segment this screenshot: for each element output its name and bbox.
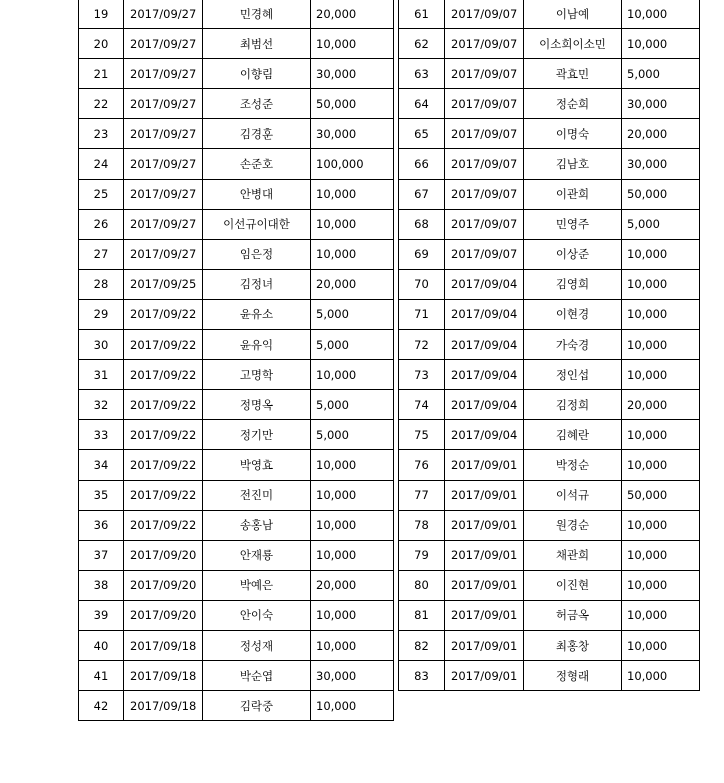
table-row: [399, 480, 700, 510]
donor-name-cell: 이관희: [524, 179, 622, 209]
row-number-cell: 29: [79, 299, 124, 329]
date-cell: 2017/09/22: [124, 450, 203, 480]
table-row: [399, 450, 700, 480]
table-row: [399, 119, 700, 149]
row-number-cell: 19: [79, 0, 124, 29]
row-number-cell: 80: [399, 570, 445, 600]
table-row: [79, 450, 394, 480]
row-number-cell: 30: [79, 330, 124, 360]
date-cell: 2017/09/04: [445, 420, 524, 450]
donor-name-cell: 채관희: [524, 540, 622, 570]
row-number-cell: 77: [399, 480, 445, 510]
date-cell: 2017/09/04: [445, 360, 524, 390]
row-number-cell: 67: [399, 179, 445, 209]
table-row: [399, 269, 700, 299]
table-row: [399, 59, 700, 89]
date-cell: 2017/09/27: [124, 0, 203, 29]
table-row: [399, 360, 700, 390]
amount-cell: 10,000: [311, 480, 394, 510]
row-number-cell: 83: [399, 661, 445, 691]
amount-cell: 10,000: [622, 239, 700, 269]
donor-name-cell: 정기만: [203, 420, 311, 450]
row-number-cell: 37: [79, 540, 124, 570]
donor-name-cell: 김정녀: [203, 269, 311, 299]
donation-table-left: [78, 0, 394, 721]
amount-cell: 10,000: [622, 540, 700, 570]
table-row: [79, 540, 394, 570]
amount-cell: 10,000: [622, 630, 700, 660]
amount-cell: 30,000: [311, 59, 394, 89]
table-row: [79, 179, 394, 209]
row-number-cell: 23: [79, 119, 124, 149]
table-row: [79, 89, 394, 119]
row-number-cell: 25: [79, 179, 124, 209]
donor-name-cell: 이상준: [524, 239, 622, 269]
donor-name-cell: 정명옥: [203, 390, 311, 420]
table-row: [79, 570, 394, 600]
date-cell: 2017/09/07: [445, 89, 524, 119]
table-row: [79, 420, 394, 450]
donor-name-cell: 김혜란: [524, 420, 622, 450]
table-row: [79, 149, 394, 179]
amount-cell: 10,000: [311, 510, 394, 540]
date-cell: 2017/09/01: [445, 570, 524, 600]
row-number-cell: 40: [79, 630, 124, 660]
amount-cell: 30,000: [622, 89, 700, 119]
donor-name-cell: 정순희: [524, 89, 622, 119]
date-cell: 2017/09/01: [445, 600, 524, 630]
amount-cell: 100,000: [311, 149, 394, 179]
table-row: [79, 269, 394, 299]
table-row: [79, 239, 394, 269]
date-cell: 2017/09/04: [445, 269, 524, 299]
row-number-cell: 62: [399, 29, 445, 59]
row-number-cell: 64: [399, 89, 445, 119]
donor-name-cell: 고명학: [203, 360, 311, 390]
amount-cell: 10,000: [622, 600, 700, 630]
donor-name-cell: 안병대: [203, 179, 311, 209]
date-cell: 2017/09/20: [124, 570, 203, 600]
amount-cell: 5,000: [311, 330, 394, 360]
donor-name-cell: 김정희: [524, 390, 622, 420]
donor-name-cell: 정성재: [203, 630, 311, 660]
table-row: [399, 540, 700, 570]
donor-name-cell: 곽효민: [524, 59, 622, 89]
amount-cell: 20,000: [622, 119, 700, 149]
row-number-cell: 69: [399, 239, 445, 269]
donor-name-cell: 조성준: [203, 89, 311, 119]
amount-cell: 30,000: [311, 119, 394, 149]
table-row: [399, 630, 700, 660]
row-number-cell: 35: [79, 480, 124, 510]
date-cell: 2017/09/04: [445, 390, 524, 420]
table-row: [79, 29, 394, 59]
amount-cell: 10,000: [311, 179, 394, 209]
date-cell: 2017/09/07: [445, 209, 524, 239]
donor-name-cell: 이남예: [524, 0, 622, 29]
amount-cell: 5,000: [622, 59, 700, 89]
donor-name-cell: 원경순: [524, 510, 622, 540]
amount-cell: 10,000: [311, 600, 394, 630]
table-row: [399, 510, 700, 540]
date-cell: 2017/09/22: [124, 420, 203, 450]
row-number-cell: 76: [399, 450, 445, 480]
row-number-cell: 74: [399, 390, 445, 420]
row-number-cell: 34: [79, 450, 124, 480]
donor-name-cell: 김락중: [203, 691, 311, 721]
donor-name-cell: 박순엽: [203, 661, 311, 691]
date-cell: 2017/09/04: [445, 299, 524, 329]
donor-name-cell: 민경혜: [203, 0, 311, 29]
amount-cell: 10,000: [311, 360, 394, 390]
amount-cell: 5,000: [311, 420, 394, 450]
table-row: [79, 360, 394, 390]
amount-cell: 20,000: [311, 570, 394, 600]
date-cell: 2017/09/22: [124, 510, 203, 540]
amount-cell: 30,000: [622, 149, 700, 179]
amount-cell: 30,000: [311, 661, 394, 691]
donor-name-cell: 안이숙: [203, 600, 311, 630]
donor-name-cell: 이진현: [524, 570, 622, 600]
table-row: [399, 600, 700, 630]
date-cell: 2017/09/22: [124, 390, 203, 420]
table-row: [399, 330, 700, 360]
amount-cell: 50,000: [311, 89, 394, 119]
amount-cell: 10,000: [311, 29, 394, 59]
date-cell: 2017/09/22: [124, 299, 203, 329]
row-number-cell: 42: [79, 691, 124, 721]
row-number-cell: 79: [399, 540, 445, 570]
date-cell: 2017/09/01: [445, 630, 524, 660]
table-row: [399, 661, 700, 691]
table-row: [399, 299, 700, 329]
table-row: [79, 600, 394, 630]
table-row: [399, 209, 700, 239]
row-number-cell: 31: [79, 360, 124, 390]
row-number-cell: 70: [399, 269, 445, 299]
donor-name-cell: 안재룡: [203, 540, 311, 570]
date-cell: 2017/09/07: [445, 239, 524, 269]
amount-cell: 10,000: [622, 330, 700, 360]
amount-cell: 10,000: [622, 360, 700, 390]
donor-name-cell: 이현경: [524, 299, 622, 329]
amount-cell: 10,000: [311, 691, 394, 721]
row-number-cell: 61: [399, 0, 445, 29]
donor-name-cell: 송홍남: [203, 510, 311, 540]
date-cell: 2017/09/01: [445, 480, 524, 510]
table-row: [399, 0, 700, 29]
table-row: [79, 59, 394, 89]
amount-cell: 20,000: [622, 390, 700, 420]
date-cell: 2017/09/22: [124, 360, 203, 390]
table-row: [79, 209, 394, 239]
date-cell: 2017/09/18: [124, 661, 203, 691]
table-row: [399, 570, 700, 600]
donor-name-cell: 이소희이소민: [524, 29, 622, 59]
row-number-cell: 39: [79, 600, 124, 630]
table-row: [79, 510, 394, 540]
row-number-cell: 66: [399, 149, 445, 179]
amount-cell: 10,000: [622, 0, 700, 29]
date-cell: 2017/09/22: [124, 330, 203, 360]
date-cell: 2017/09/07: [445, 0, 524, 29]
row-number-cell: 26: [79, 209, 124, 239]
donor-name-cell: 정인섭: [524, 360, 622, 390]
donor-name-cell: 윤유소: [203, 299, 311, 329]
donor-name-cell: 전진미: [203, 480, 311, 510]
table-row: [79, 0, 394, 29]
amount-cell: 20,000: [311, 0, 394, 29]
amount-cell: 20,000: [311, 269, 394, 299]
date-cell: 2017/09/27: [124, 29, 203, 59]
donor-name-cell: 김경훈: [203, 119, 311, 149]
amount-cell: 10,000: [622, 299, 700, 329]
amount-cell: 10,000: [311, 239, 394, 269]
donor-name-cell: 임은정: [203, 239, 311, 269]
date-cell: 2017/09/07: [445, 149, 524, 179]
row-number-cell: 33: [79, 420, 124, 450]
amount-cell: 10,000: [622, 450, 700, 480]
amount-cell: 10,000: [622, 661, 700, 691]
date-cell: 2017/09/27: [124, 89, 203, 119]
amount-cell: 10,000: [622, 570, 700, 600]
date-cell: 2017/09/07: [445, 119, 524, 149]
row-number-cell: 73: [399, 360, 445, 390]
row-number-cell: 24: [79, 149, 124, 179]
row-number-cell: 36: [79, 510, 124, 540]
table-row: [79, 480, 394, 510]
row-number-cell: 22: [79, 89, 124, 119]
amount-cell: 10,000: [311, 450, 394, 480]
donor-name-cell: 박영효: [203, 450, 311, 480]
amount-cell: 50,000: [622, 179, 700, 209]
row-number-cell: 38: [79, 570, 124, 600]
amount-cell: 10,000: [622, 420, 700, 450]
row-number-cell: 75: [399, 420, 445, 450]
amount-cell: 5,000: [311, 390, 394, 420]
table-row: [399, 420, 700, 450]
table-row: [79, 691, 394, 721]
table-row: [79, 390, 394, 420]
table-row: [399, 149, 700, 179]
date-cell: 2017/09/20: [124, 600, 203, 630]
date-cell: 2017/09/07: [445, 29, 524, 59]
donor-name-cell: 최홍창: [524, 630, 622, 660]
donor-name-cell: 박정순: [524, 450, 622, 480]
table-row: [399, 390, 700, 420]
row-number-cell: 82: [399, 630, 445, 660]
date-cell: 2017/09/25: [124, 269, 203, 299]
date-cell: 2017/09/27: [124, 119, 203, 149]
row-number-cell: 68: [399, 209, 445, 239]
table-row: [79, 661, 394, 691]
donor-name-cell: 이향림: [203, 59, 311, 89]
date-cell: 2017/09/27: [124, 179, 203, 209]
amount-cell: 10,000: [622, 269, 700, 299]
row-number-cell: 81: [399, 600, 445, 630]
table-row: [399, 89, 700, 119]
amount-cell: 10,000: [622, 510, 700, 540]
table-row: [79, 630, 394, 660]
date-cell: 2017/09/01: [445, 540, 524, 570]
amount-cell: 5,000: [311, 299, 394, 329]
date-cell: 2017/09/27: [124, 239, 203, 269]
table-row: [79, 299, 394, 329]
row-number-cell: 65: [399, 119, 445, 149]
amount-cell: 50,000: [622, 480, 700, 510]
amount-cell: 10,000: [622, 29, 700, 59]
row-number-cell: 32: [79, 390, 124, 420]
date-cell: 2017/09/07: [445, 179, 524, 209]
date-cell: 2017/09/27: [124, 209, 203, 239]
date-cell: 2017/09/27: [124, 149, 203, 179]
date-cell: 2017/09/01: [445, 450, 524, 480]
row-number-cell: 27: [79, 239, 124, 269]
date-cell: 2017/09/18: [124, 630, 203, 660]
amount-cell: 5,000: [622, 209, 700, 239]
donor-name-cell: 이명숙: [524, 119, 622, 149]
donor-name-cell: 민영주: [524, 209, 622, 239]
table-row: [79, 330, 394, 360]
donor-name-cell: 윤유익: [203, 330, 311, 360]
date-cell: 2017/09/22: [124, 480, 203, 510]
date-cell: 2017/09/07: [445, 59, 524, 89]
row-number-cell: 20: [79, 29, 124, 59]
table-row: [399, 179, 700, 209]
table-row: [399, 29, 700, 59]
table-row: [399, 239, 700, 269]
donation-table-right: [398, 0, 700, 691]
donor-name-cell: 이석규: [524, 480, 622, 510]
donor-name-cell: 손준호: [203, 149, 311, 179]
row-number-cell: 78: [399, 510, 445, 540]
date-cell: 2017/09/04: [445, 330, 524, 360]
donor-name-cell: 최범선: [203, 29, 311, 59]
date-cell: 2017/09/01: [445, 510, 524, 540]
row-number-cell: 71: [399, 299, 445, 329]
row-number-cell: 72: [399, 330, 445, 360]
date-cell: 2017/09/18: [124, 691, 203, 721]
donor-name-cell: 허금옥: [524, 600, 622, 630]
table-row: [79, 119, 394, 149]
donor-name-cell: 이선규이대한: [203, 209, 311, 239]
row-number-cell: 63: [399, 59, 445, 89]
donor-name-cell: 정형래: [524, 661, 622, 691]
row-number-cell: 21: [79, 59, 124, 89]
amount-cell: 10,000: [311, 209, 394, 239]
donor-name-cell: 박예은: [203, 570, 311, 600]
date-cell: 2017/09/27: [124, 59, 203, 89]
row-number-cell: 28: [79, 269, 124, 299]
donor-name-cell: 가숙경: [524, 330, 622, 360]
amount-cell: 10,000: [311, 540, 394, 570]
row-number-cell: 41: [79, 661, 124, 691]
donor-name-cell: 김남호: [524, 149, 622, 179]
donor-name-cell: 김영희: [524, 269, 622, 299]
amount-cell: 10,000: [311, 630, 394, 660]
date-cell: 2017/09/01: [445, 661, 524, 691]
date-cell: 2017/09/20: [124, 540, 203, 570]
